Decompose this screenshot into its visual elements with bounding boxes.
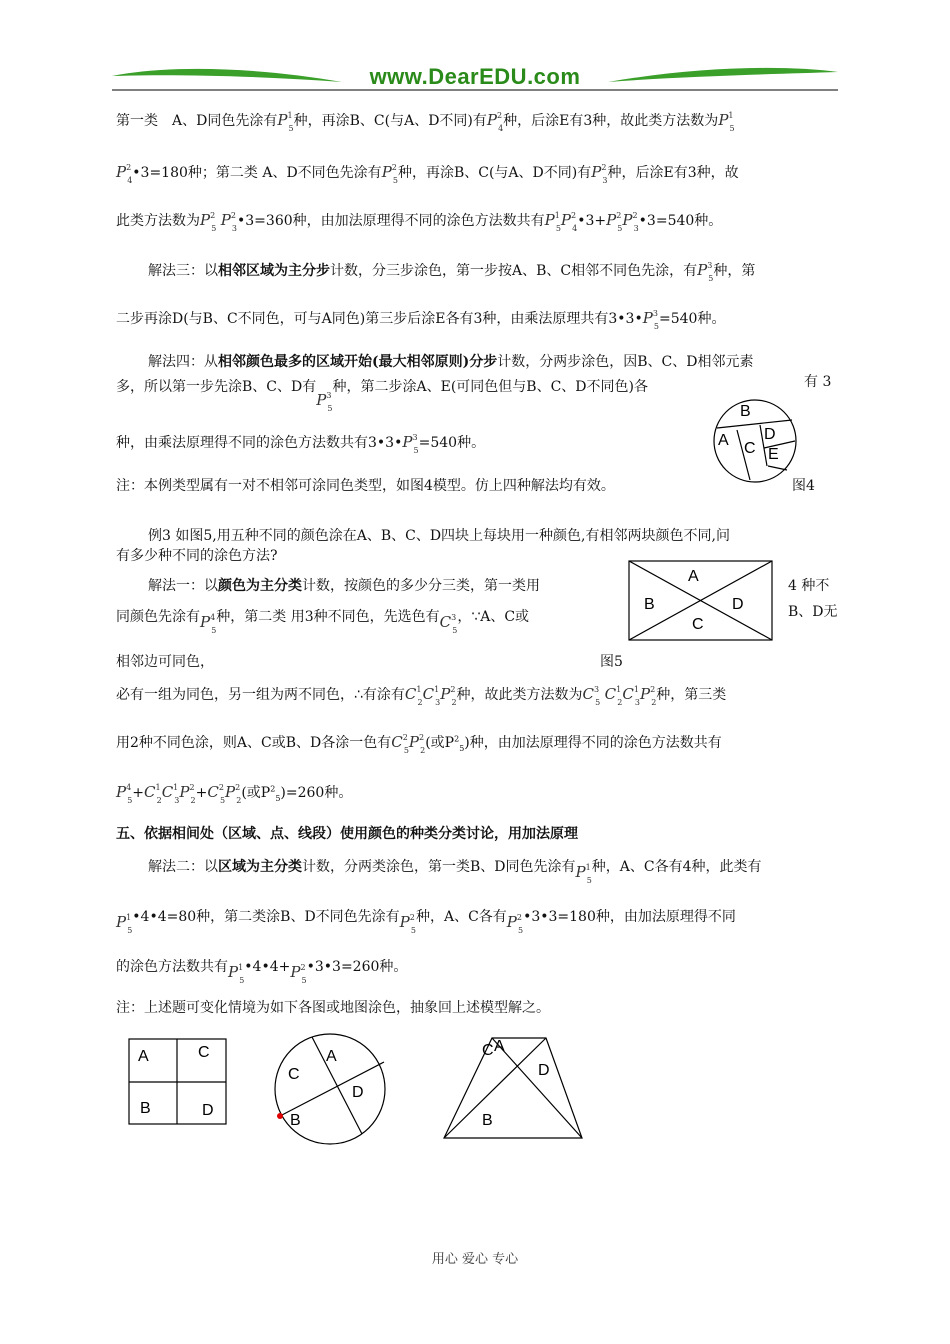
ex3-line4-right: B、D无 bbox=[788, 604, 838, 620]
figure-circle bbox=[270, 1032, 390, 1146]
fig5-label-a: A bbox=[688, 568, 699, 585]
trap-label-c: C bbox=[482, 1042, 494, 1059]
note2-text: 注：上述题可变化情境为如下各图或地图涂色，抽象回上述模型解之。 bbox=[116, 1000, 550, 1016]
m4-line1: 解法四：从相邻颜色最多的区域开始(最大相邻原则)分步计数，分两步涂色，因B、C、D相邻元素 bbox=[148, 354, 754, 370]
m4-line3: 种，由乘法原理得不同的涂色方法数共有$3•3•P^3_5=540$种。 bbox=[116, 433, 486, 455]
m2-line1: 解法二：以区域为主分类计数，分两类涂色，第一类B、D同色先涂有$P^1_5$种，A、C各有4种，此类有 bbox=[148, 859, 762, 885]
ex3-line6: 必有一组为同色，另一组为两不同色，∴有涂有$C^1_2C^1_3P^2_2$种，故此类方法数为$C^3_5$ $C^1_2C^1_3P^2_2$种，第三类 bbox=[116, 685, 727, 707]
m3-line1: 解法三：以相邻区域为主分步计数，分三步涂色，第一步按A、B、C相邻不同色先涂，有$P^3_5$种，第 bbox=[148, 261, 756, 283]
page-footer: 用心 爱心 专心 bbox=[431, 1252, 519, 1267]
ex3-line8: $P^4_5+C^1_2C^1_3P^2_2+C^2_5P^2_2$(或$P^2_5)=260$种。 bbox=[116, 783, 353, 805]
fig4-label-d: D bbox=[764, 426, 776, 443]
fig5-caption: 图5 bbox=[600, 654, 623, 670]
ex3-line5: 相邻边可同色， bbox=[116, 654, 214, 670]
square-label-b: B bbox=[140, 1100, 151, 1117]
red-dot-marker bbox=[277, 1113, 283, 1119]
fig4-label-b: B bbox=[740, 403, 751, 420]
square-label-d: D bbox=[202, 1102, 214, 1119]
figure-5-rectangle bbox=[628, 560, 774, 642]
trap-label-a: A bbox=[494, 1038, 505, 1055]
ex3-line2: 有多少种不同的涂色方法? bbox=[116, 548, 278, 564]
ex3-line3: 解法一：以颜色为主分类计数，按颜色的多少分三类，第一类用 bbox=[148, 578, 540, 594]
p1-line1: 第一类 A、D同色先涂有$P^1_5$种，再涂B、C(与A、D不同)有$P^2_4$种，后涂E有3种，故此类方法数为$P^1_5$ bbox=[116, 111, 735, 133]
fig5-label-b: B bbox=[644, 596, 655, 613]
trap-label-d: D bbox=[538, 1062, 550, 1079]
circle-label-d: D bbox=[352, 1084, 364, 1101]
figure-4-circle bbox=[712, 398, 798, 484]
circle-label-b: B bbox=[290, 1112, 301, 1129]
note1-text: 注：本例类型属有一对不相邻可涂同色类型，如图4模型。仿上四种解法均有效。 bbox=[116, 478, 615, 494]
square-label-c: C bbox=[198, 1044, 210, 1061]
ex3-line4: 同颜色先涂有$P^4_5$种，第二类 用3种不同色，先选色有$C^3_5$，∵A、C或 bbox=[116, 609, 530, 635]
ex3-line7: 用2种不同色涂，则A、C或B、D各涂一色有$C^2_5P^2_2$(或$P^2_5$)种，由加法原理得不同的涂色方法数共有 bbox=[116, 733, 722, 755]
section-5-title: 五、依据相间处（区域、点、线段）使用颜色的种类分类讨论，用加法原理 bbox=[116, 826, 578, 842]
ex3-line3-right: 4 种不 bbox=[788, 578, 830, 594]
fig5-label-c: C bbox=[692, 616, 704, 633]
site-logo-text: www.DearEDU.com bbox=[369, 64, 581, 89]
fig5-label-d: D bbox=[732, 596, 744, 613]
fig4-label-a: A bbox=[718, 432, 729, 449]
m4-line2-right: 有 3 bbox=[804, 374, 832, 390]
figure-trapezoid bbox=[442, 1036, 584, 1142]
site-header-banner bbox=[112, 62, 838, 98]
m2-line2: $P^1_5•4•4=80$种，第二类涂B、D不同色先涂有$P^2_5$种，A、C各有$P^2_5•3•3=180$种，由加法原理得不同 bbox=[116, 909, 736, 935]
m4-line2: 多，所以第一步先涂B、C、D有$P^3_5$种，第二步涂A、E(可同色但与B、C、D不同色)各 bbox=[116, 379, 648, 413]
fig4-label-e: E bbox=[768, 446, 779, 463]
circle-label-c: C bbox=[288, 1066, 300, 1083]
p1-line3: 此类方法数为$P^2_5$ $P^2_3•3=360$种，由加法原理得不同的涂色方法数共有$P^1_5P^2_4•3+P^2_5P^2_3•3=540$种。 bbox=[116, 211, 723, 233]
trap-label-b: B bbox=[482, 1112, 493, 1129]
trapezoid-drawing bbox=[442, 1036, 584, 1142]
p1-line2: $P^2_4•3=180$种；第二类 A、D不同色先涂有$P^2_5$种，再涂B、C(与A、D不同)有$P^2_3$种，后涂E有3种，故 bbox=[116, 163, 739, 185]
ex3-line1: 例3 如图5,用五种不同的颜色涂在A、B、C、D四块上每块用一种颜色,有相邻两块颜色不同,问 bbox=[148, 528, 730, 544]
figure-square-grid bbox=[128, 1038, 228, 1126]
square-label-a: A bbox=[138, 1048, 149, 1065]
circle-label-a: A bbox=[326, 1048, 337, 1065]
m2-line3: 的涂色方法数共有$P^1_5•4•4+P^2_5•3•3=260$种。 bbox=[116, 959, 408, 985]
note1-figure-caption: 图4 bbox=[792, 478, 815, 494]
fig4-label-c: C bbox=[744, 440, 756, 457]
m3-line2: 二步再涂D(与B、C不同色，可与A同色)第三步后涂E各有3种，由乘法原理共有$3•3•P^3_5=540$种。 bbox=[116, 309, 726, 331]
